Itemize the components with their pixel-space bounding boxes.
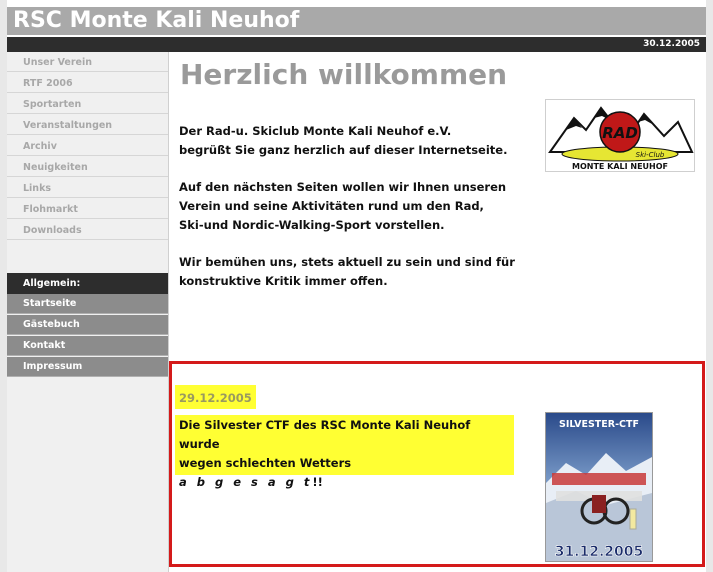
sidebar-item-label: Archiv [23,141,57,152]
event-poster[interactable] [545,412,653,562]
sidebar-item-unser-verein[interactable] [7,52,168,72]
sidebar-item-veranstaltungen[interactable] [7,115,168,135]
logo-ski-text: Ski-Club [635,151,665,159]
sidebar-item-kontakt[interactable] [7,336,168,356]
news-line: Die Silvester CTF des RSC Monte Kali Neuhof wurde [179,418,471,451]
intro-line: Der Rad-u. Skiclub Monte Kali Neuhof e.V. [179,124,452,138]
sidebar-item-rtf-2006[interactable] [7,73,168,93]
sidebar-item-downloads[interactable] [7,220,168,240]
news-line: wegen schlechten Wetters [179,456,352,470]
news-date: 29.12.2005 [175,385,256,409]
sidebar-item-label: Flohmarkt [23,204,78,215]
intro-paragraph [179,253,539,291]
sidebar-item-label: Impressum [23,361,83,372]
site-title: RSC Monte Kali Neuhof [13,8,300,33]
intro-text [179,122,539,309]
poster-top-text: SILVESTER-CTF [559,419,639,430]
sidebar-item-label: Kontakt [23,340,66,351]
event-poster-graphic [546,413,652,561]
sidebar-item-label: Startseite [23,298,77,309]
intro-line: Auf den nächsten Seiten wollen wir Ihnen unseren [179,180,507,194]
news-cancelled-text: a b g e s a g t [179,475,313,489]
current-date: 30.12.2005 [643,39,700,49]
sidebar-item-label: Neuigkeiten [23,162,88,173]
club-logo-graphic [546,100,694,171]
intro-line: konstruktive Kritik immer offen. [179,274,388,288]
sidebar-item-label: Gästebuch [23,319,80,330]
left-frame [0,0,7,572]
date-bar [7,37,706,52]
right-frame [706,0,713,572]
sidebar-item-startseite[interactable] [7,294,168,314]
intro-paragraph [179,122,539,160]
intro-line: Ski-und Nordic-Walking-Sport vorstellen. [179,218,445,232]
news-text [175,415,514,489]
section-heading-label: Allgemein: [23,278,81,289]
sidebar-section-heading [7,273,168,294]
sidebar-item-label: Veranstaltungen [23,120,113,131]
sidebar-item-label: Downloads [23,225,82,236]
sidebar-item-gaestebuch[interactable] [7,315,168,335]
intro-line: Verein und seine Aktivitäten rund um den Rad, [179,199,484,213]
sidebar-item-label: RTF 2006 [23,78,73,89]
club-logo [545,99,695,172]
site-header [7,7,706,35]
sidebar-item-neuigkeiten[interactable] [7,157,168,177]
intro-line: begrüßt Sie ganz herzlich auf dieser Internetseite. [179,143,508,157]
sidebar-item-archiv[interactable] [7,136,168,156]
sidebar [7,52,168,572]
logo-rad-text: RAD [602,124,638,142]
sidebar-item-impressum[interactable] [7,357,168,377]
sidebar-item-flohmarkt[interactable] [7,199,168,219]
logo-caption: MONTE KALI NEUHOF [571,162,669,171]
sidebar-item-label: Sportarten [23,99,82,110]
sidebar-item-sportarten[interactable] [7,94,168,114]
sidebar-item-label: Links [23,183,52,194]
intro-line: Wir bemühen uns, stets aktuell zu sein und sind für [179,255,515,269]
intro-paragraph [179,178,539,235]
poster-bottom-text: 31.12.2005 [554,544,644,560]
news-exclamation: !! [312,475,323,489]
page-title: Herzlich willkommen [180,58,508,91]
sidebar-item-links[interactable] [7,178,168,198]
sidebar-item-label: Unser Verein [23,57,92,68]
